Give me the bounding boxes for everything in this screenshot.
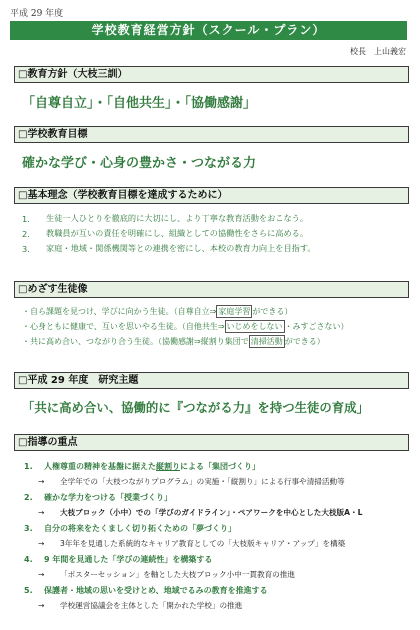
item-number: 1.: [24, 461, 33, 471]
boxed-keyword: 清掃活動: [250, 337, 283, 346]
arrow-icon: →: [38, 538, 45, 548]
research-theme: 「共に高め合い、協働的に『つながる力』を持つ生徒の育成」: [22, 400, 369, 415]
list-item: [22, 319, 349, 334]
focus-subitem: [24, 535, 362, 551]
item-text: 家庭・地域・関係機関等との連携を密にし、本校の教育力向上を目指す。: [46, 243, 316, 253]
item-number: 2.: [22, 228, 30, 239]
item-text: 教職員が互いの責任を明確にし、組織としての協働性をさらに高める。: [46, 228, 309, 238]
section-heading-students: □めざす生徒像: [14, 281, 409, 298]
boxed-keyword: 家庭学習: [218, 307, 251, 316]
goal-text-end: ・みすごさない）: [284, 322, 349, 331]
fiscal-year: 平成 29 年度: [10, 9, 64, 19]
list-item: [22, 211, 316, 226]
philosophy-list: [22, 211, 316, 256]
item-text: 確かな学力をつける「授業づくり」: [44, 492, 172, 502]
goal-text: 確かな学び・心身の豊かさ・つながる力: [22, 156, 257, 171]
section-heading-philosophy: □基本理念（学校教育目標を達成するために）: [14, 187, 409, 204]
focus-subitem: [24, 504, 362, 520]
item-text: 生徒一人ひとりを徹底的に大切にし、より丁寧な教育活動をおこなう。: [46, 213, 309, 223]
section-heading-policy: □教育方針（大枝三訓）: [14, 66, 409, 83]
item-text: 保護者・地域の思いを受けとめ、地域でるみの教育を推進する: [44, 585, 268, 595]
subitem-text: 全学年での「大枝つながりプログラム」の実施・「縦割り」による行事や清掃活動等: [60, 476, 345, 486]
section-heading-research: □平成 29 年度 研究主題: [14, 372, 409, 389]
list-item: [22, 241, 316, 256]
item-number: 3.: [24, 523, 33, 533]
item-text-end: による「集団づくり」: [180, 461, 260, 471]
item-number: 1.: [22, 213, 30, 224]
item-number: 4.: [24, 554, 33, 564]
underlined-keyword: 縦割り: [156, 461, 180, 471]
list-item: [22, 226, 316, 241]
arrow-icon: →: [38, 600, 45, 610]
goal-text-end: ができる）: [252, 307, 293, 316]
focus-item: [24, 521, 362, 535]
arrow-icon: →: [38, 476, 45, 486]
subitem-text: 大枝ブロック（小中）での「学びのガイドライン」・ペアワークを中心とした大枝版A・L: [60, 507, 363, 517]
focus-subitem: [24, 597, 362, 613]
focus-subitem: [24, 566, 362, 582]
goal-text: ・自ら課題を見つけ、学びに向かう生徒。（自尊自立⇒: [22, 307, 217, 316]
arrow-icon: →: [38, 569, 45, 579]
section-heading-goal: □学校教育目標: [14, 126, 409, 143]
list-item: [22, 334, 349, 349]
item-number: 5.: [24, 585, 33, 595]
goal-text: ・共に高め合い、つながり合う生徒。（協働感謝⇒縦割り集団で: [22, 337, 249, 346]
item-number: 3.: [22, 243, 30, 254]
focus-item: [24, 490, 362, 504]
focus-subitem: [24, 473, 362, 489]
focus-item: [24, 459, 362, 473]
list-item: [22, 304, 349, 319]
item-number: 2.: [24, 492, 33, 502]
subitem-text: 「ポスターセッション」を軸とした大枝ブロック小中一貫教育の推進: [60, 569, 295, 579]
goal-text-end: ができる）: [284, 337, 325, 346]
arrow-icon: →: [38, 507, 45, 517]
item-text: 自分の将来をたくましく切り拓くための「夢づくり」: [44, 523, 236, 533]
student-goals-list: [22, 304, 349, 349]
item-text: 9 年間を見通した「学びの連続性」を構築する: [44, 554, 213, 564]
focus-item: [24, 552, 362, 566]
boxed-keyword: いじめをしない: [226, 322, 283, 331]
subitem-text: 学校運営協議会を主体とした「開かれた学校」の推進: [60, 600, 243, 610]
item-text: 人権尊重の精神を基盤に据えた: [44, 461, 156, 471]
focus-list: [24, 459, 362, 613]
subitem-text: 3年年を見通した系統的なキャリア教育としての「大枝版キャリア・アップ」を構築: [60, 538, 346, 548]
focus-item: [24, 583, 362, 597]
page-title: 学校教育経営方針（スクール・プラン）: [10, 21, 407, 40]
goal-text: ・心身ともに健康で、互いを思いやる生徒。（自他共生⇒: [22, 322, 225, 331]
principal-name: 校長 上山義宏: [350, 47, 406, 56]
section-heading-focus: □指導の重点: [14, 434, 409, 451]
policy-text: 「自尊自立」・「自他共生」・「協働感謝」: [22, 96, 257, 111]
